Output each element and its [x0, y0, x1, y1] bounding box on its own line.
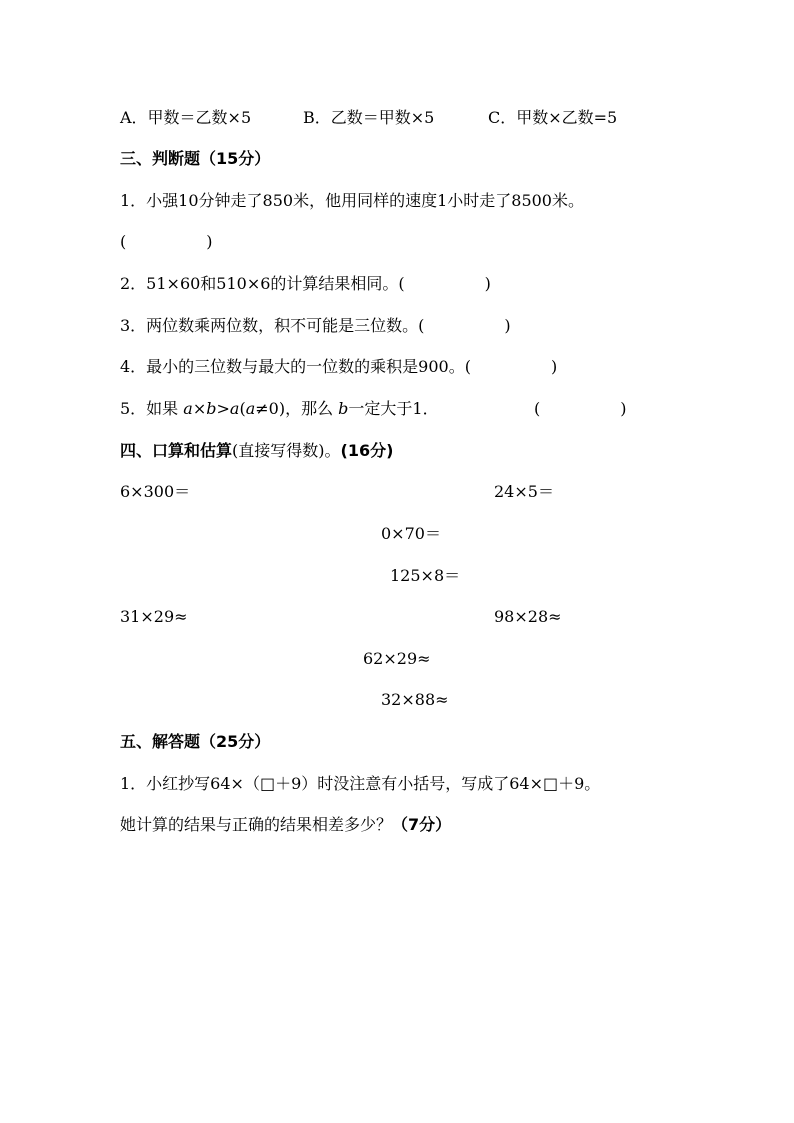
section4-title-score: (16分): [340, 441, 394, 460]
section5-q1-score: （7分）: [392, 815, 452, 834]
section4-title-main: 四、口算和估算: [120, 441, 233, 460]
q5-prefix: 5．如果: [120, 399, 184, 418]
q5-var-b2: b: [338, 399, 349, 418]
q5-suffix: 一定大于1．: [348, 399, 439, 418]
option-b: B．乙数＝甲数×5: [303, 108, 435, 127]
calc-item: 31×29≈: [120, 607, 188, 626]
section3-q1: 1．小强10分钟走了850米，他用同样的速度1小时走了8500米。: [120, 191, 584, 210]
calc-item: 0×70＝: [381, 524, 441, 543]
section3-title: 三、判断题（15分）: [120, 149, 271, 168]
section5-q1-text: 她计算的结果与正确的结果相差多少？: [120, 815, 393, 834]
section5-q1-line2: [120, 815, 451, 835]
calc-item: 125×8＝: [390, 566, 461, 585]
section5-q1-line1: 1．小红抄写64×（□＋9）时没注意有小括号，写成了64×□＋9。: [120, 774, 601, 793]
calc-item: 24×5＝: [494, 482, 554, 501]
section3-q5-paren: ( ): [534, 399, 627, 418]
section3-q3: 3．两位数乘两位数，积不可能是三位数。( ): [120, 316, 511, 335]
q5-gt: >: [216, 399, 230, 418]
section3-q2: 2．51×60和510×6的计算结果相同。( ): [120, 274, 491, 293]
section3-q1-paren: ( ): [120, 232, 213, 251]
calc-item: 6×300＝: [120, 482, 191, 501]
q5-times: ×: [192, 399, 207, 418]
q5-neq: ≠0)，那么: [255, 399, 339, 418]
section4-title-note: (直接写得数)。: [232, 441, 341, 460]
calc-item: 98×28≈: [494, 607, 562, 626]
q5-open: (: [239, 399, 246, 418]
section4-title: [120, 441, 393, 461]
q5-var-a2: a: [229, 399, 240, 418]
section3-q5: [120, 399, 439, 419]
option-a: A．甲数＝乙数×5: [120, 108, 252, 127]
q5-var-b: b: [206, 399, 217, 418]
calc-item: 32×88≈: [381, 690, 449, 709]
option-c: C．甲数×乙数=5: [488, 108, 618, 127]
calc-item: 62×29≈: [363, 649, 431, 668]
section5-title: 五、解答题（25分）: [120, 732, 271, 751]
q5-var-a3: a: [245, 399, 256, 418]
section3-q4: 4．最小的三位数与最大的一位数的乘积是900。( ): [120, 357, 558, 376]
q5-var-a: a: [183, 399, 193, 418]
